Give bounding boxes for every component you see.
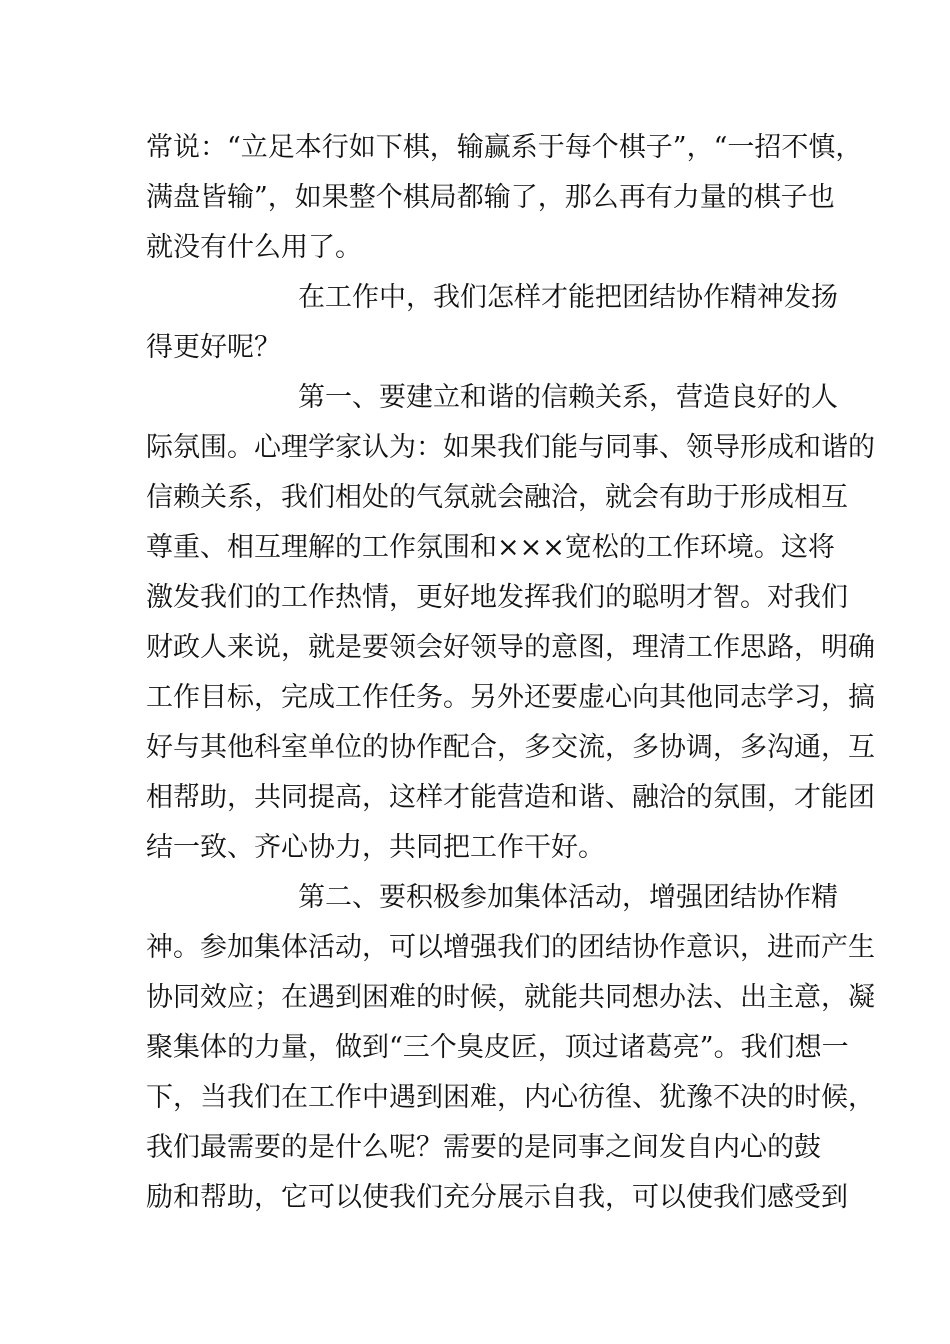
- text-line: 激发我们的工作热情，更好地发挥我们的聪明才智。对我们: [146, 582, 848, 613]
- paragraph-first-line: 第一、要建立和谐的信赖关系，营造良好的人: [298, 382, 838, 413]
- text-line: 尊重、相互理解的工作氛围和×××宽松的工作环境。这将: [146, 532, 835, 563]
- text-line: 财政人来说，就是要领会好领导的意图，理清工作思路，明确: [146, 632, 875, 663]
- text-line: 就没有什么用了。: [146, 232, 362, 263]
- text-line: 信赖关系，我们相处的气氛就会融洽，就会有助于形成相互: [146, 482, 848, 513]
- text-line: 际氛围。心理学家认为：如果我们能与同事、领导形成和谐的: [146, 432, 875, 463]
- text-line: 好与其他科室单位的协作配合，多交流，多协调，多沟通，互: [146, 732, 875, 763]
- paragraph-first-line: 第二、要积极参加集体活动，增强团结协作精: [298, 882, 838, 913]
- text-line: 协同效应；在遇到困难的时候，就能共同想办法、出主意，凝: [146, 982, 875, 1013]
- text-line: 神。参加集体活动，可以增强我们的团结协作意识，进而产生: [146, 932, 875, 963]
- text-line: 相帮助，共同提高，这样才能营造和谐、融洽的氛围，才能团: [146, 782, 875, 813]
- text-line: 我们最需要的是什么呢？需要的是同事之间发自内心的鼓: [146, 1132, 821, 1163]
- text-line: 满盘皆输”，如果整个棋局都输了，那么再有力量的棋子也: [146, 182, 835, 213]
- body-text: [146, 123, 875, 1223]
- text-line: 下，当我们在工作中遇到困难，内心彷徨、犹豫不决的时候，: [146, 1082, 875, 1113]
- text-line: 励和帮助，它可以使我们充分展示自我，可以使我们感受到: [146, 1182, 848, 1213]
- text-line: 聚集体的力量，做到“三个臭皮匠，顶过诸葛亮”。我们想一: [146, 1032, 849, 1063]
- text-line: 常说：“立足本行如下棋，输赢系于每个棋子”，“一招不慎，: [146, 132, 863, 163]
- text-line: 结一致、齐心协力，共同把工作干好。: [146, 832, 605, 863]
- text-line: 得更好呢？: [146, 332, 281, 363]
- text-line: 工作目标，完成工作任务。另外还要虚心向其他同志学习，搞: [146, 682, 875, 713]
- paragraph-first-line: 在工作中，我们怎样才能把团结协作精神发扬: [298, 282, 838, 313]
